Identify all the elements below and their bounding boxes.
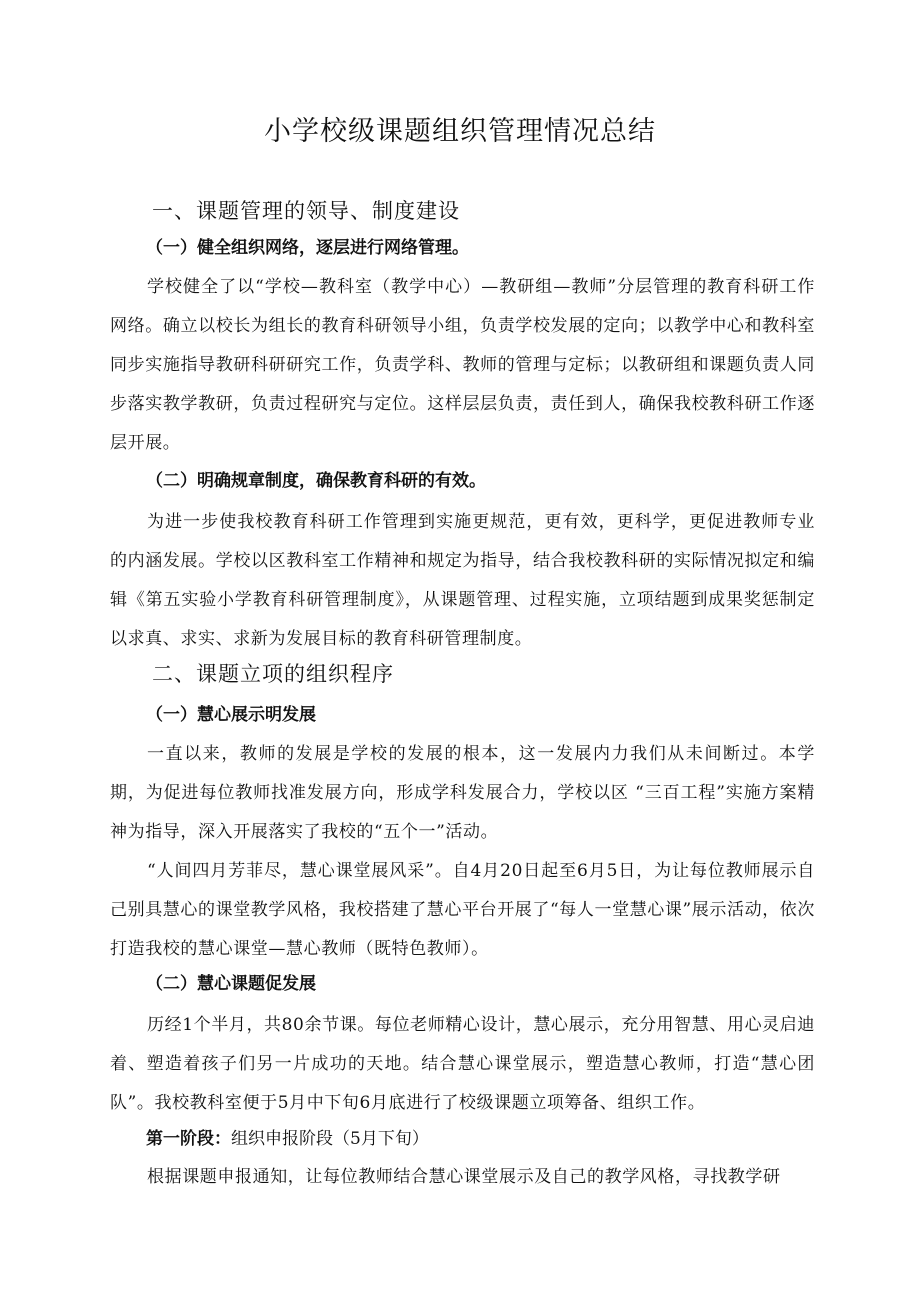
- section-2-sub-2-paragraph: 历经1个半月，共80余节课。每位老师精心设计，慧心展示，充分用智慧、用心灵启迪着、塑造着孩子们另一片成功的天地。结合慧心课堂展示，塑造慧心教师，打造“慧心团队”。我校教科室便于5月中下旬6月底进行了校级课题立项筹备、组织工作。: [110, 1015, 815, 1113]
- section-2-sub-2-heading: （二）慧心课题促发展: [146, 974, 316, 994]
- stage-1-text: 组织申报阶段（5月下旬）: [231, 1129, 429, 1149]
- section-2-sub-1-heading: （一）慧心展示明发展: [146, 705, 316, 725]
- section-1-sub-2-paragraph: 为进一步使我校教育科研工作管理到实施更规范，更有效，更科学，更促进教师专业的内涵发展。学校以区教科室工作精神和规定为指导，结合我校教科研的实际情况拟定和编辑《第五实验小学教育科研管理制度》，从课题管理、过程实施，立项结题到成果奖惩制定以求真、求实、求新为发展目标的教育科研管理制度。: [110, 512, 815, 649]
- section-1-heading: 一、课题管理的领导、制度建设: [152, 199, 460, 223]
- section-2-sub-1-paragraph-1: 一直以来，教师的发展是学校的发展的根本，这一发展内力我们从未间断过。本学期，为促进每位教师找准发展方向，形成学科发展合力，学校以区 “三百工程”实施方案精神为指导，深入开展落实了我校的“五个一”活动。: [110, 744, 815, 842]
- section-1-sub-1-paragraph: 学校健全了以“学校—教科室（教学中心）—教研组—教师”分层管理的教育科研工作网络。确立以校长为组长的教育科研领导小组，负责学校发展的定向；以教学中心和教科室同步实施指导教研科研研究工作，负责学科、教师的管理与定标；以教研组和课题负责人同步落实教学教研，负责过程研究与定位。这样层层负责，责任到人，确保我校教科研工作逐层开展。: [110, 277, 815, 453]
- section-2-heading: 二、课题立项的组织程序: [152, 662, 394, 686]
- stage-1-line: [146, 1125, 429, 1153]
- section-2-last-paragraph: 根据课题申报通知，让每位教师结合慧心课堂展示及自己的教学风格，寻找教学研: [147, 1167, 781, 1187]
- document-title: 小学校级课题组织管理情况总结: [264, 116, 656, 147]
- section-1-sub-1-heading: （一）健全组织网络，逐层进行网络管理。: [146, 238, 469, 258]
- stage-1-label: 第一阶段：: [146, 1129, 231, 1149]
- section-1-sub-2-heading: （二）明确规章制度，确保教育科研的有效。: [146, 471, 486, 491]
- section-2-sub-1-paragraph-2: “人间四月芳菲尽，慧心课堂展风采”。自4月20日起至6月5日，为让每位教师展示自己别具慧心的课堂教学风格，我校搭建了慧心平台开展了“每人一堂慧心课”展示活动，依次打造我校的慧心课堂—慧心教师（既特色教师）。: [110, 861, 815, 959]
